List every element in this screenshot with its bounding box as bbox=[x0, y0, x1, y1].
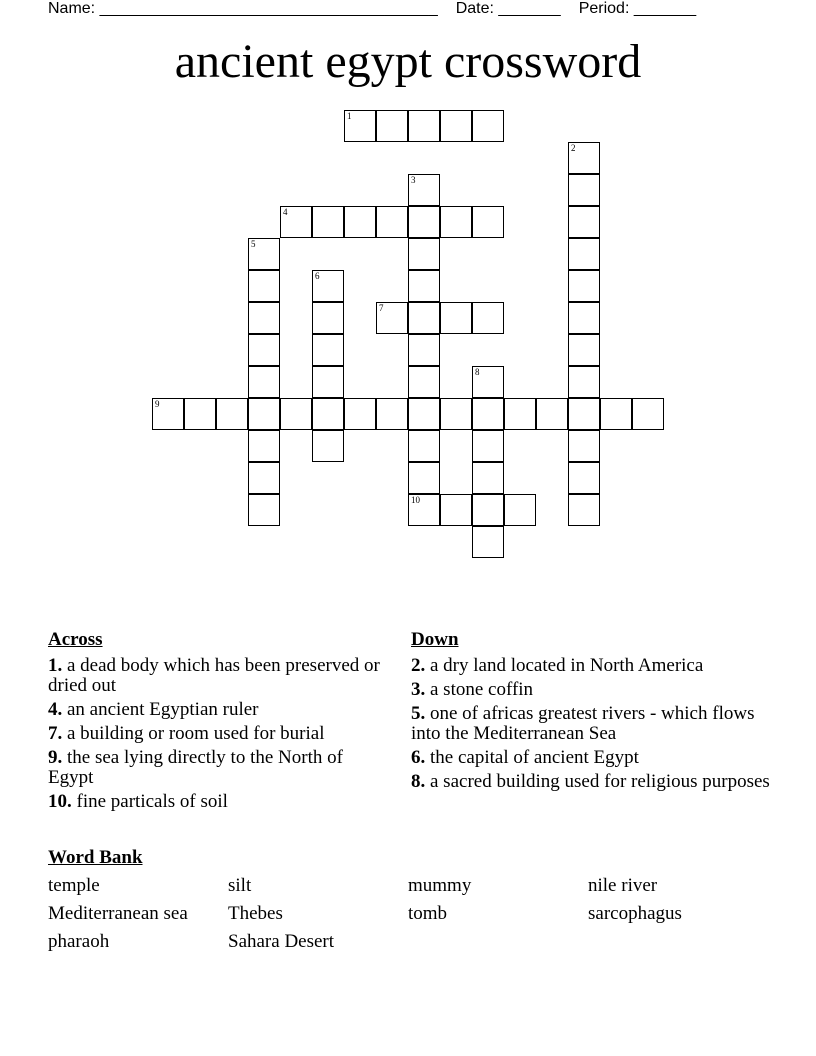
crossword-cell[interactable] bbox=[312, 430, 344, 462]
across-clue bbox=[48, 748, 388, 788]
clue-text: the capital of ancient Egypt bbox=[430, 747, 639, 768]
date-field[interactable]: Date: _______ bbox=[455, 0, 561, 17]
crossword-cell[interactable] bbox=[248, 238, 280, 270]
crossword-cell[interactable] bbox=[216, 398, 248, 430]
across-clue bbox=[48, 700, 388, 720]
page-title: ancient egypt crossword bbox=[174, 35, 642, 88]
period-field[interactable]: Period: _______ bbox=[578, 0, 697, 17]
clue-text: fine particals of soil bbox=[76, 791, 228, 812]
crossword-cell[interactable] bbox=[280, 398, 312, 430]
crossword-cell[interactable] bbox=[408, 206, 440, 238]
down-clues bbox=[411, 630, 771, 796]
crossword-cell[interactable] bbox=[568, 430, 600, 462]
crossword-cell[interactable] bbox=[248, 302, 280, 334]
crossword-cell[interactable] bbox=[568, 270, 600, 302]
crossword-cell[interactable] bbox=[248, 462, 280, 494]
clue-number-label: 6 bbox=[315, 271, 320, 281]
clue-number: 5. bbox=[411, 703, 426, 724]
down-clue bbox=[411, 680, 771, 700]
crossword-cell[interactable] bbox=[568, 398, 600, 430]
clue-number-label: 5 bbox=[251, 239, 256, 249]
crossword-cell[interactable] bbox=[312, 334, 344, 366]
crossword-cell[interactable] bbox=[408, 270, 440, 302]
across-heading: Across bbox=[48, 629, 103, 650]
clue-number-label: 1 bbox=[347, 111, 352, 121]
clue-number: 10. bbox=[48, 791, 72, 812]
crossword-cell[interactable] bbox=[504, 494, 536, 526]
word-bank bbox=[48, 876, 768, 952]
crossword-cell[interactable] bbox=[472, 430, 504, 462]
crossword-cell[interactable] bbox=[568, 142, 600, 174]
crossword-cell[interactable] bbox=[312, 366, 344, 398]
crossword-cell[interactable] bbox=[280, 206, 312, 238]
clue-number-label: 10 bbox=[411, 495, 420, 505]
word-bank-item: nile river bbox=[588, 875, 658, 896]
crossword-cell[interactable] bbox=[344, 398, 376, 430]
crossword-cell[interactable] bbox=[248, 366, 280, 398]
across-clues bbox=[48, 630, 388, 816]
word-bank-item: Mediterranean sea bbox=[48, 903, 188, 924]
crossword-cell[interactable] bbox=[568, 238, 600, 270]
crossword-cell[interactable] bbox=[344, 206, 376, 238]
down-clue bbox=[411, 748, 771, 768]
word-bank-item: tomb bbox=[408, 903, 448, 924]
crossword-cell[interactable] bbox=[248, 334, 280, 366]
crossword-cell[interactable] bbox=[248, 398, 280, 430]
crossword-cell[interactable] bbox=[600, 398, 632, 430]
clue-number-label: 7 bbox=[379, 303, 384, 313]
across-clue bbox=[48, 656, 388, 696]
crossword-cell[interactable] bbox=[312, 206, 344, 238]
crossword-cell[interactable] bbox=[472, 462, 504, 494]
clue-number-label: 3 bbox=[411, 175, 416, 185]
crossword-cell[interactable] bbox=[440, 110, 472, 142]
crossword-cell[interactable] bbox=[440, 302, 472, 334]
crossword-cell[interactable] bbox=[408, 110, 440, 142]
crossword-cell[interactable] bbox=[376, 206, 408, 238]
crossword-cell[interactable] bbox=[472, 494, 504, 526]
crossword-cell[interactable] bbox=[408, 494, 440, 526]
crossword-cell[interactable] bbox=[248, 430, 280, 462]
crossword-cell[interactable] bbox=[568, 302, 600, 334]
across-clue bbox=[48, 724, 388, 744]
crossword-cell[interactable] bbox=[152, 398, 184, 430]
down-clue bbox=[411, 772, 771, 792]
word-bank-item: Thebes bbox=[228, 903, 283, 924]
crossword-cell[interactable] bbox=[536, 398, 568, 430]
crossword-cell[interactable] bbox=[184, 398, 216, 430]
name-field[interactable]: Name: ______________________________________ bbox=[48, 0, 438, 17]
down-heading: Down bbox=[411, 629, 459, 650]
crossword-cell[interactable] bbox=[472, 526, 504, 558]
word-bank-item: pharaoh bbox=[48, 931, 110, 952]
down-clue bbox=[411, 656, 771, 676]
crossword-cell[interactable] bbox=[408, 366, 440, 398]
crossword-cell[interactable] bbox=[568, 462, 600, 494]
crossword-cell[interactable] bbox=[472, 398, 504, 430]
word-bank-item: mummy bbox=[408, 875, 472, 896]
clue-text: the sea lying directly to the North of Egypt bbox=[48, 747, 343, 788]
clue-number: 2. bbox=[411, 655, 426, 676]
crossword-cell[interactable] bbox=[440, 494, 472, 526]
clue-number: 1. bbox=[48, 655, 63, 676]
clue-text: a dead body which has been preserved or dried out bbox=[48, 655, 380, 696]
word-bank-item: silt bbox=[228, 875, 252, 896]
crossword-cell[interactable] bbox=[408, 398, 440, 430]
down-clue bbox=[411, 704, 771, 744]
clue-text: one of africas greatest rivers - which flows into the Mediterranean Sea bbox=[411, 703, 755, 744]
across-clue bbox=[48, 792, 388, 812]
crossword-cell[interactable] bbox=[344, 110, 376, 142]
clue-number: 8. bbox=[411, 771, 426, 792]
crossword-cell[interactable] bbox=[440, 398, 472, 430]
clue-number: 9. bbox=[48, 747, 63, 768]
word-bank-item: Sahara Desert bbox=[228, 931, 335, 952]
clue-text: a building or room used for burial bbox=[67, 723, 325, 744]
crossword-cell[interactable] bbox=[472, 302, 504, 334]
clue-text: a stone coffin bbox=[430, 679, 534, 700]
clue-number: 3. bbox=[411, 679, 426, 700]
crossword-cell[interactable] bbox=[248, 270, 280, 302]
word-bank-item: sarcophagus bbox=[588, 903, 682, 924]
crossword-cell[interactable] bbox=[504, 398, 536, 430]
crossword-cell[interactable] bbox=[472, 110, 504, 142]
crossword-cell[interactable] bbox=[376, 110, 408, 142]
clue-number-label: 8 bbox=[475, 367, 480, 377]
clue-number-label: 9 bbox=[155, 399, 160, 409]
crossword-cell[interactable] bbox=[408, 462, 440, 494]
crossword-cell[interactable] bbox=[568, 334, 600, 366]
crossword-cell[interactable] bbox=[408, 334, 440, 366]
word-bank-item: temple bbox=[48, 875, 100, 896]
crossword-cell[interactable] bbox=[408, 430, 440, 462]
word-bank-heading: Word Bank bbox=[48, 847, 143, 868]
crossword-cell[interactable] bbox=[440, 206, 472, 238]
crossword-cell[interactable] bbox=[632, 398, 664, 430]
crossword-cell[interactable] bbox=[312, 398, 344, 430]
crossword-cell[interactable] bbox=[568, 174, 600, 206]
crossword-cell[interactable] bbox=[408, 238, 440, 270]
crossword-cell[interactable] bbox=[568, 494, 600, 526]
crossword-cell[interactable] bbox=[568, 206, 600, 238]
clue-number: 6. bbox=[411, 747, 426, 768]
clue-text: a dry land located in North America bbox=[430, 655, 704, 676]
clue-number-label: 2 bbox=[571, 143, 576, 153]
crossword-cell[interactable] bbox=[472, 366, 504, 398]
crossword-cell[interactable] bbox=[408, 302, 440, 334]
clue-number: 7. bbox=[48, 723, 63, 744]
clue-number-label: 4 bbox=[283, 207, 288, 217]
crossword-cell[interactable] bbox=[312, 302, 344, 334]
crossword-cell[interactable] bbox=[248, 494, 280, 526]
crossword-cell[interactable] bbox=[376, 302, 408, 334]
crossword-cell[interactable] bbox=[376, 398, 408, 430]
crossword-cell[interactable] bbox=[472, 206, 504, 238]
crossword-cell[interactable] bbox=[312, 270, 344, 302]
crossword-cell[interactable] bbox=[568, 366, 600, 398]
crossword-cell[interactable] bbox=[408, 174, 440, 206]
clue-text: a sacred building used for religious purposes bbox=[430, 771, 770, 792]
clue-text: an ancient Egyptian ruler bbox=[67, 699, 259, 720]
clue-number: 4. bbox=[48, 699, 63, 720]
